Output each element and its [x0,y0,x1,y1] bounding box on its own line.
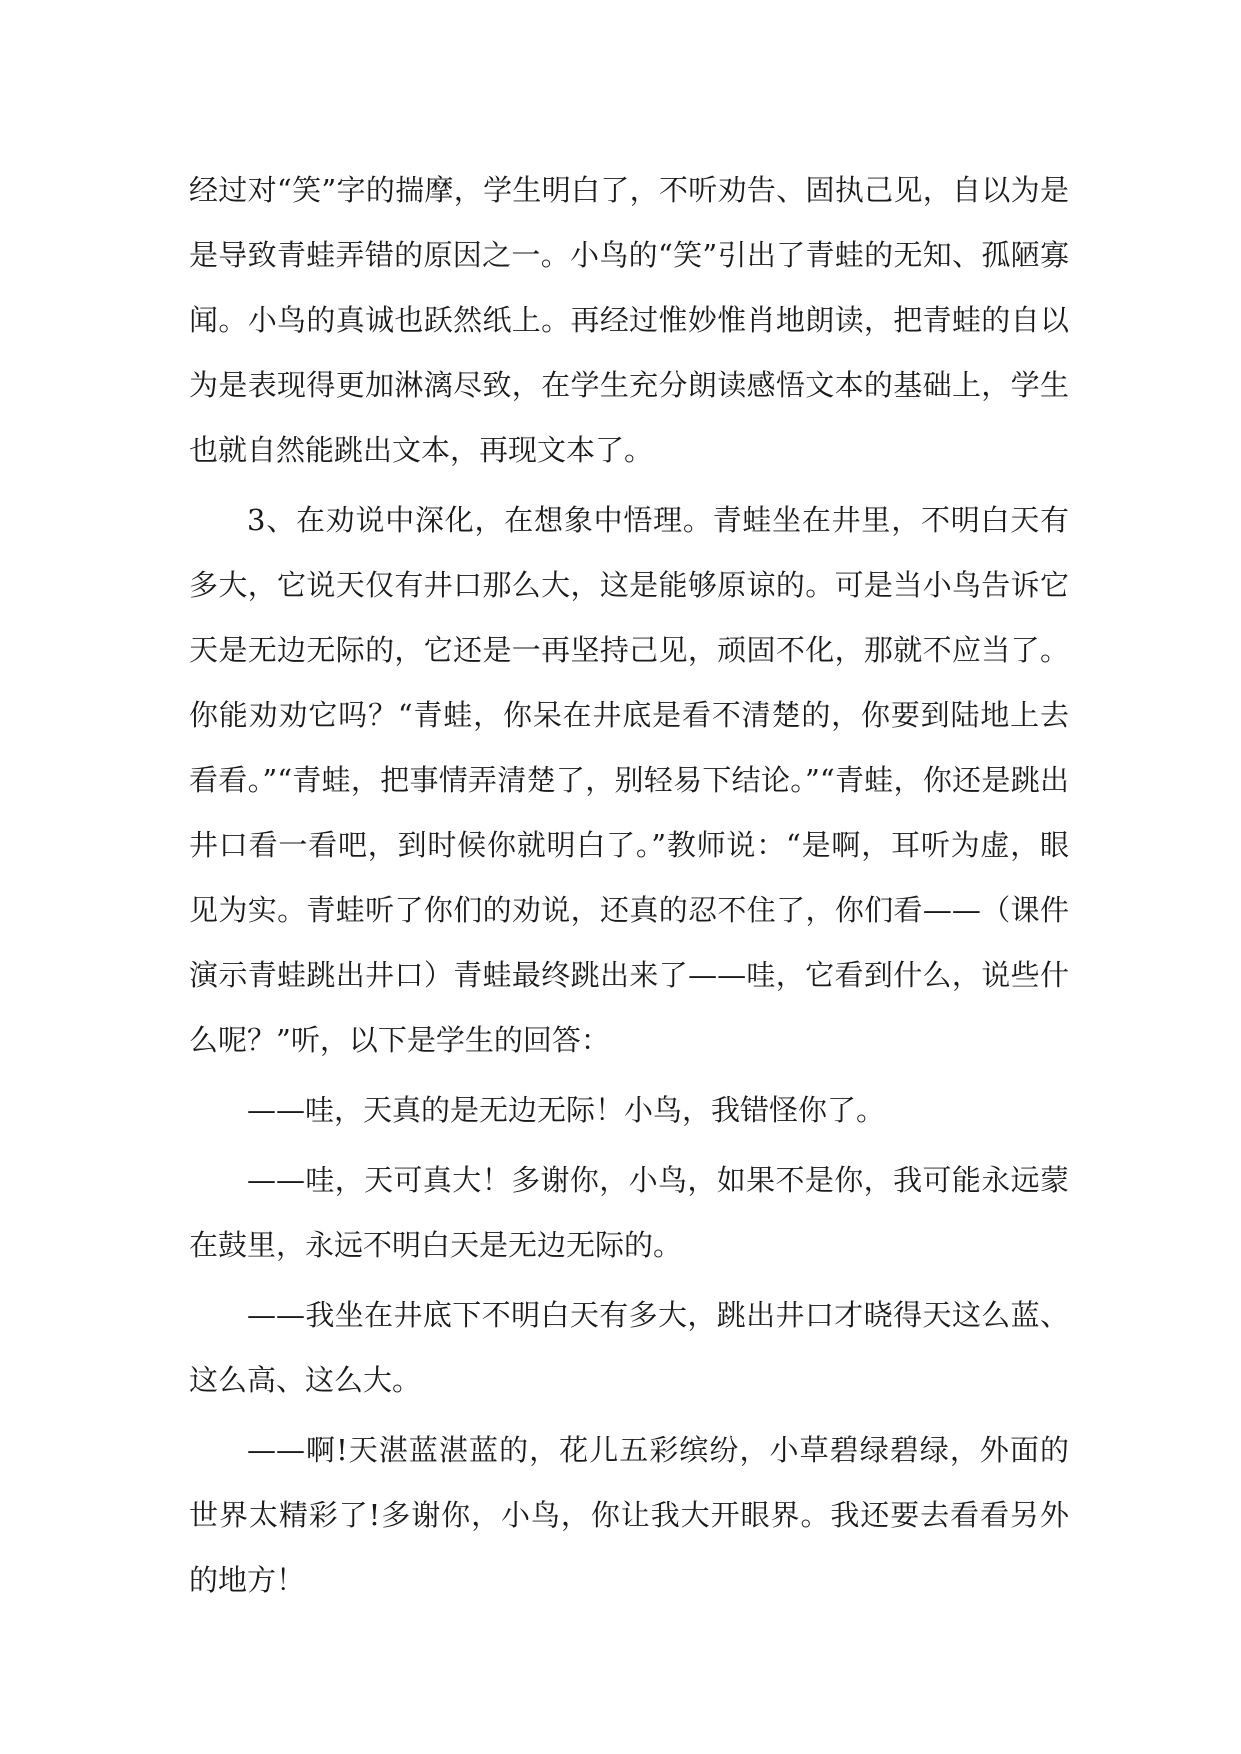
document-body [189,158,1069,1613]
paragraph-4: ——哇，天可真大！多谢你，小鸟，如果不是你，我可能永远蒙在鼓里，永远不明白天是无边无际的。 [189,1163,1069,1262]
paragraph-2: 3、在劝说中深化，在想象中悟理。青蛙坐在井里，不明白天有多大，它说天仅有井口那么大，这是能够原谅的。可是当小鸟告诉它天是无边无际的，它还是一再坚持己见，顽固不化，那就不应当了。你能劝劝它吗？“青蛙，你呆在井底是看不清楚的，你要到陆地上去看看。”“青蛙，把事情弄清楚了，别轻易下结论。”“青蛙，你还是跳出井口看一看吧，到时候你就明白了。”教师说：“是啊，耳听为虚，眼见为实。青蛙听了你们的劝说，还真的忍不住了，你们看——（课件演示青蛙跳出井口）青蛙最终跳出来了——哇，它看到什么，说些什么呢？”听，以下是学生的回答： [189,503,1069,1057]
paragraph-3: ——哇，天真的是无边无际！小鸟，我错怪你了。 [247,1093,886,1127]
paragraph-6: ——啊!天湛蓝湛蓝的，花儿五彩缤纷，小草碧绿碧绿，外面的世界太精彩了!多谢你，小鸟，你让我大开眼界。我还要去看看另外的地方！ [189,1433,1069,1597]
paragraph-5: ——我坐在井底下不明白天有多大，跳出井口才晓得天这么蓝、这么高、这么大。 [189,1298,1069,1397]
paragraph-1: 经过对“笑”字的揣摩，学生明白了，不听劝告、固执己见，自以为是是导致青蛙弄错的原因之一。小鸟的“笑”引出了青蛙的无知、孤陋寡闻。小鸟的真诚也跃然纸上。再经过惟妙惟肖地朗读，把青蛙的自以为是表现得更加淋漓尽致，在学生充分朗读感悟文本的基础上，学生也就自然能跳出文本，再现文本了。 [189,173,1069,467]
